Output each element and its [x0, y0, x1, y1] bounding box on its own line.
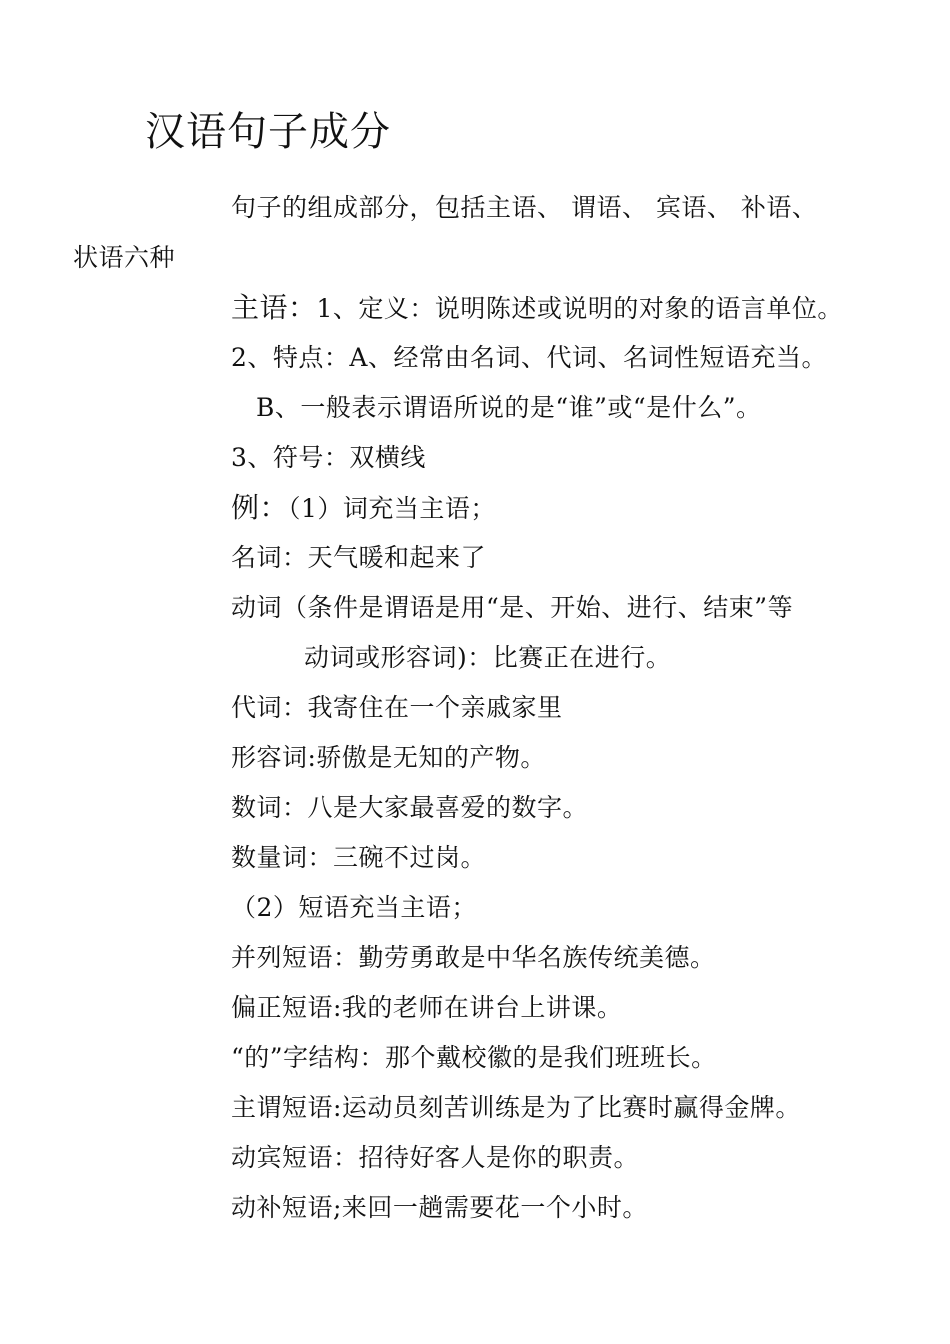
examples-word-line: [231, 491, 496, 526]
example-verb-line-2: 动词或形容词)：比赛正在进行。: [304, 643, 672, 672]
example-subject-predicate: 主谓短语:运动员刻苦训练是为了比赛时赢得金牌。: [231, 1093, 801, 1122]
example-modifier: 偏正短语:我的老师在讲台上讲课。: [231, 993, 623, 1022]
examples-word-heading: （1）词充当主语；: [288, 494, 496, 523]
subject-heading: 主语：: [231, 291, 317, 324]
intro-line-1: 句子的组成部分，包括主语、 谓语、 宾语、 补语、: [231, 193, 818, 222]
example-de-structure: “的”字结构：那个戴校徽的是我们班班长。: [231, 1043, 717, 1072]
example-coordinate: 并列短语：勤劳勇敢是中华名族传统美德。: [231, 943, 716, 972]
subject-definition: 1、定义：说明陈述或说明的对象的语言单位。: [316, 294, 843, 323]
subject-feature-b: B、一般表示谓语所说的是“谁”或“是什么”。: [256, 393, 762, 422]
example-verb-line-1: 动词（条件是谓语是用“是、开始、进行、结束”等: [231, 593, 794, 622]
example-pronoun: 代词：我寄住在一个亲戚家里: [231, 693, 563, 722]
document-title: 汉语句子成分: [145, 109, 391, 155]
examples-label: 例：: [231, 491, 289, 524]
examples-phrase-heading: （2）短语充当主语；: [231, 893, 477, 922]
example-adjective: 形容词:骄傲是无知的产物。: [231, 743, 546, 772]
example-numeral: 数词：八是大家最喜爱的数字。: [231, 793, 589, 822]
example-noun: 名词：天气暖和起来了: [231, 543, 487, 572]
intro-line-2: 状语六种: [73, 243, 176, 272]
example-verb-object: 动宾短语：招待好客人是你的职责。: [231, 1143, 640, 1172]
example-quantifier: 数量词：三碗不过岗。: [231, 843, 487, 872]
example-verb-complement: 动补短语;来回一趟需要花一个小时。: [231, 1193, 648, 1222]
subject-feature-a: 2、特点：A、经常由名词、代词、名词性短语充当。: [231, 343, 827, 372]
subject-symbol: 3、符号：双横线: [231, 443, 426, 472]
subject-definition-line: [231, 291, 843, 326]
